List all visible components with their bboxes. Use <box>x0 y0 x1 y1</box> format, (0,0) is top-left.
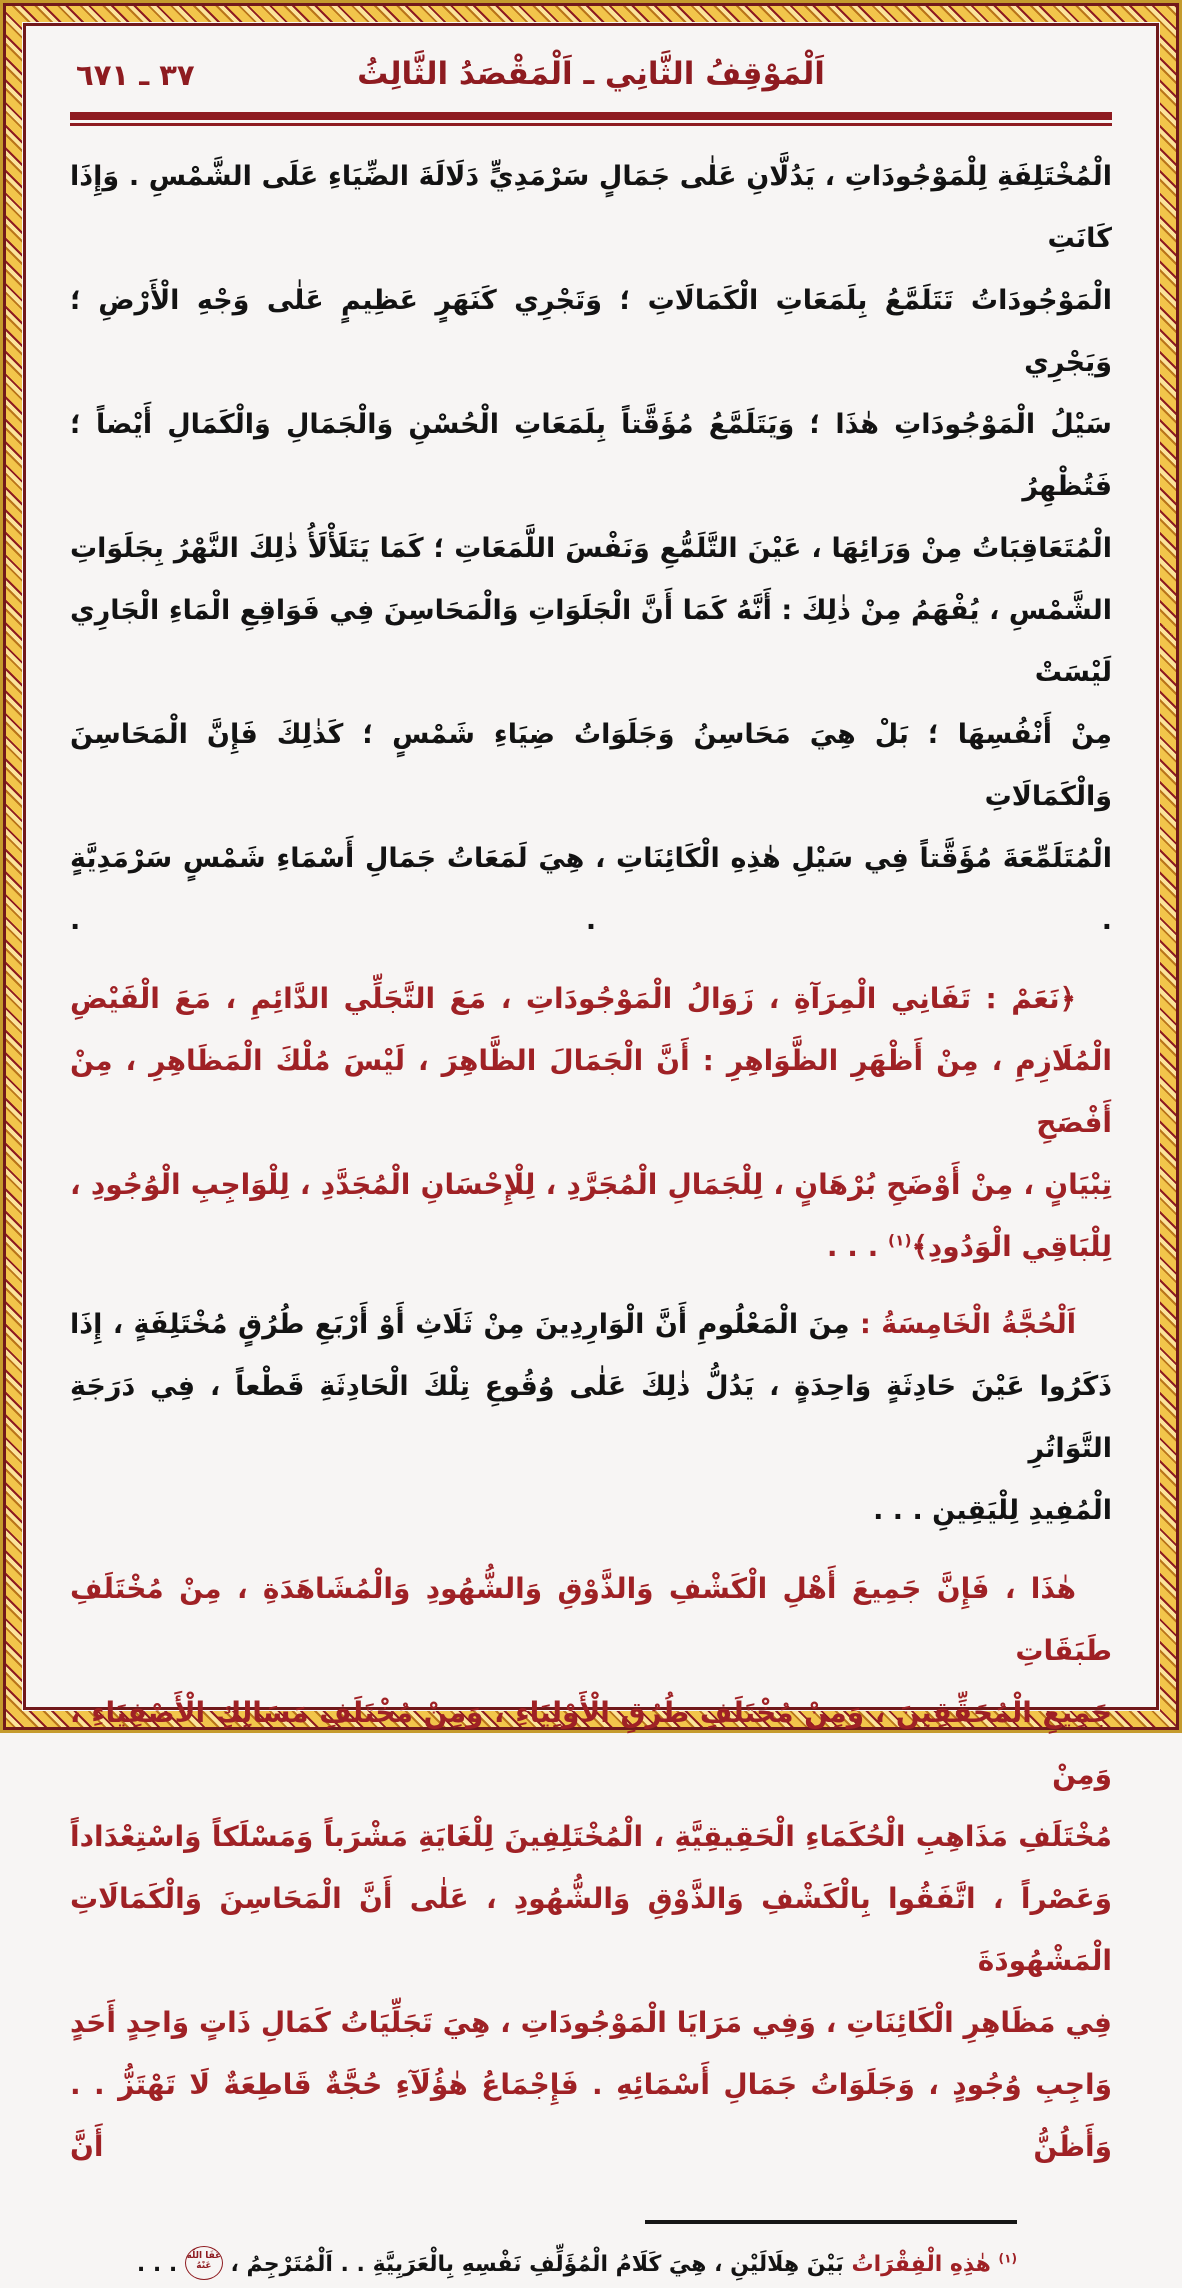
footnote-separator <box>645 2220 1017 2224</box>
page-content <box>70 34 1112 2277</box>
translator-seal: عَفَا اللّٰهُ عَنْهُ <box>185 2246 223 2280</box>
hujjah-middle-lines: ذَكَرُوا عَيْنَ حَادِثَةٍ وَاحِدَةٍ ، يَدُلُّ ذٰلِكَ عَلٰى وُقُوعِ تِلْكَ الْحَادِثَةِ قَطْعاً ، فِي دَرَجَةِ التَّوَاتُرِ <box>70 1371 1112 1464</box>
header-rule-thin <box>70 123 1112 126</box>
footnote <box>70 2242 1017 2288</box>
footnote-lead-red: هٰذِهِ الْفِقْرَاتُ <box>843 2252 999 2277</box>
hujjah-paragraph <box>70 1294 1112 1356</box>
page-number: ٣٧ ـ ٦٧١ <box>76 58 195 92</box>
quote-paragraph-last-line <box>70 1216 1112 1278</box>
paragraph-red-2: هٰذَا ، فَإِنَّ جَمِيعَ أَهْلِ الْكَشْفِ وَالذَّوْقِ وَالشُّهُودِ وَالْمُشَاهَدَةِ ، مِنْ مُخْتَلَفِ طَبَقَاتِ جَمِيعِ الْمُحَقِّقِينَ ، وَمِنْ مُخْتَلَفِ طُرُقِ الْأَوْلِيَاءِ ، وَمِنْ مُخْتَلَفِ مَسَالِكِ الْأَصْفِيَاءِ ، وَمِنْ مُخْتَلَفِ مَذَاهِبِ الْحُكَمَاءِ الْحَقِيقِيَّةِ ، الْمُخْتَلِفِينَ لِلْغَايَةِ مَشْرَباً وَمَسْلَكاً وَاسْتِعْدَاداً وَعَصْراً ، اتَّفَقُوا بِالْكَشْفِ وَالذَّوْقِ وَالشُّهُودِ ، عَلٰى أَنَّ الْمَحَاسِنَ وَالْكَمَالَاتِ الْمَشْهُودَةَ فِي مَظَاهِرِ الْكَائِنَاتِ ، وَفِي مَرَايَا الْمَوْجُودَاتِ ، هِيَ تَجَلِّيَاتُ كَمَالِ ذَاتٍ وَاحِدٍ أَحَدٍ وَاجِبِ وُجُودٍ ، وَجَلَوَاتُ جَمَالِ أَسْمَائِهِ . فَإِجْمَاعُ هٰؤُلَآءِ حُجَّةٌ قَاطِعَةٌ لَا تَهْتَزُّ . . وَأَظُنُّ أَنَّ <box>70 1572 1112 2163</box>
quote-close-text: لِلْبَاقِي الْوَدُودِ﴾ <box>911 1230 1112 1263</box>
hujjah-lead-red: اَلْحُجَّةُ الْخَامِسَةُ : <box>849 1309 1077 1340</box>
footnote-ellipsis: . . . <box>136 2252 185 2277</box>
page-header <box>70 34 1112 106</box>
hujjah-first-line-rest: مِنَ الْمَعْلُومِ أَنَّ الْوَارِدِينَ مِنْ ثَلَاثِ أَوْ أَرْبَعِ طُرُقٍ مُخْتَلِفَةٍ ، إِذَا <box>70 1309 850 1340</box>
quote-ellipsis: . . . <box>826 1230 888 1263</box>
hujjah-last-line: الْمُفِيدِ لِلْيَقِينِ . . . <box>873 1495 1112 1526</box>
body-text <box>70 146 1112 2288</box>
footnote-marker: (١) <box>998 2251 1017 2266</box>
page-title: اَلْمَوْقِفُ الثَّانِي ـ اَلْمَقْصَدُ الثَّالِثُ <box>357 56 825 92</box>
header-rule-thick <box>70 112 1112 120</box>
quote-paragraph: ﴿نَعَمْ : تَفَانِي الْمِرَآةِ ، زَوَالُ الْمَوْجُودَاتِ ، مَعَ التَّجَلِّي الدَّائِمِ ، مَعَ الْفَيْضِ الْمُلَازِمِ ، مِنْ أَظْهَرِ الظَّوَاهِرِ : أَنَّ الْجَمَالَ الظَّاهِرَ ، لَيْسَ مُلْكَ الْمَظَاهِرِ ، مِنْ أَفْصَحِ تِبْيَانٍ ، مِنْ أَوْضَحِ بُرْهَانٍ ، لِلْجَمَالِ الْمُجَرَّدِ ، لِلْإِحْسَانِ الْمُجَدَّدِ ، لِلْوَاجِبِ الْوُجُودِ ، <box>70 982 1112 1201</box>
paragraph-black-1: الْمُخْتَلِفَةِ لِلْمَوْجُودَاتِ ، يَدُلَّانِ عَلٰى جَمَالٍ سَرْمَدِيٍّ دَلَالَةَ الضِّيَاءِ عَلَى الشَّمْسِ . وَإِذَا كَانَتِ الْمَوْجُودَاتُ تَتَلَمَّعُ بِلَمَعَاتِ الْكَمَالَاتِ ؛ وَتَجْرِي كَنَهَرٍ عَظِيمٍ عَلٰى وَجْهِ الْأَرْضِ ؛ وَيَجْرِي سَيْلُ الْمَوْجُودَاتِ هٰذَا ؛ وَيَتَلَمَّعُ مُؤَقَّتاً بِلَمَعَاتِ الْحُسْنِ وَالْجَمَالِ وَالْكَمَالِ أَيْضاً ؛ فَتُظْهِرُ الْمُتَعَاقِبَاتُ مِنْ وَرَائِهَا ، عَيْنَ التَّلَمُّعِ وَنَفْسَ اللَّمَعَاتِ ؛ كَمَا يَتَلَأْلَأُ ذٰلِكَ النَّهْرُ بِجَلَوَاتِ الشَّمْسِ ، يُفْهَمُ مِنْ ذٰلِكَ : أَنَّهُ كَمَا أَنَّ الْجَلَوَاتِ وَالْمَحَاسِنَ فِي فَوَاقِعِ الْمَاءِ الْجَارِي لَيْسَتْ مِنْ أَنْفُسِهَا ؛ بَلْ هِيَ مَحَاسِنُ وَجَلَوَاتُ ضِيَاءِ شَمْسٍ ؛ كَذٰلِكَ فَإِنَّ الْمَحَاسِنَ وَالْكَمَالَاتِ الْمُتَلَمِّعَةَ مُؤَقَّتاً فِي سَيْلِ هٰذِهِ الْكَائِنَاتِ ، هِيَ لَمَعَاتُ جَمَالِ أَسْمَاءِ شَمْسٍ سَرْمَدِيَّةٍ . . . <box>70 161 1112 936</box>
footnote-body-text: بَيْنَ هِلَالَيْنِ ، هِيَ كَلَامُ الْمُؤَلِّفِ نَفْسِهِ بِالْعَرَبِيَّةِ . . اَلْمُتَرْجِمُ ، <box>222 2252 844 2277</box>
footnote-ref-1: (١) <box>887 1231 912 1250</box>
